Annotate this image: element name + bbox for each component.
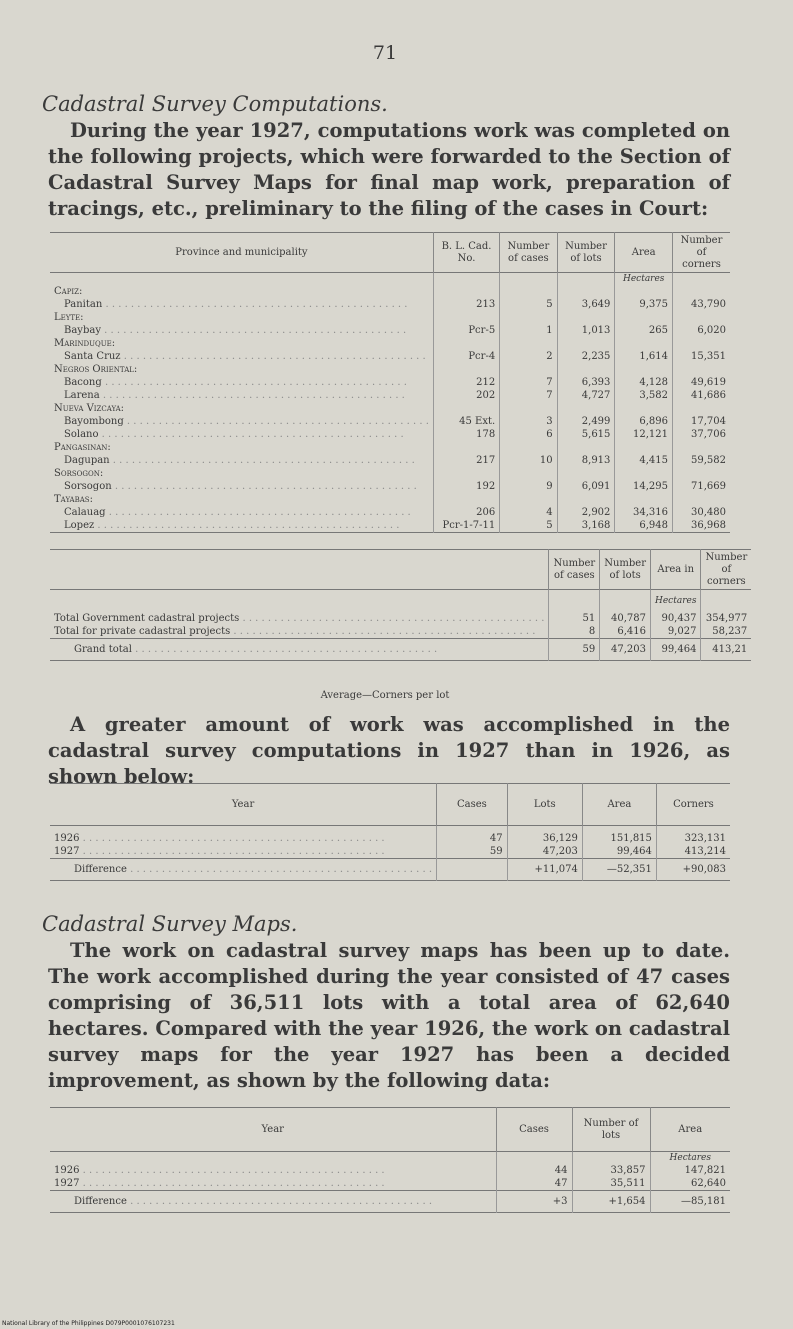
- cell-lots: 8,913: [557, 454, 615, 467]
- grand-total-cases: 59: [549, 638, 600, 660]
- total-private-cases: 8: [549, 625, 600, 639]
- difference-row: Difference . . . +3 +1,654 —85,181: [50, 1191, 730, 1213]
- cell-cases: 7: [500, 376, 557, 389]
- cell-lots: 2,902: [557, 506, 615, 519]
- t3-area-unit: Hectares: [650, 1152, 730, 1165]
- difference-row: Difference . . . +11,074 —52,351 +90,083: [50, 858, 730, 880]
- table-row: [50, 480, 730, 493]
- cell-cad: 192: [433, 480, 499, 493]
- province-name: Capiz:: [54, 286, 83, 297]
- t2-header-lots: Lots: [507, 784, 582, 826]
- cell-cad: 217: [433, 454, 499, 467]
- table-row: [50, 376, 730, 389]
- table-row: 1927 . . . 47 35,511 62,640: [50, 1177, 730, 1191]
- scan-footer: National Library of the Philippines D079P0001076107231: [2, 1320, 175, 1327]
- total-private-area: 9,027: [651, 625, 701, 639]
- table-caption: Average—Corners per lot: [320, 690, 450, 701]
- province-name: Nueva Vizcaya:: [54, 403, 125, 414]
- cell-area: 34,316: [615, 506, 673, 519]
- cell-lots: 3,649: [557, 298, 615, 311]
- cell-cases: 7: [500, 389, 557, 402]
- cell-cases: 9: [500, 480, 557, 493]
- cell-cad: Pcr-4: [433, 350, 499, 363]
- total-gov-area: 90,437: [651, 612, 701, 625]
- cell-area: 4,128: [615, 376, 673, 389]
- grand-total-label: Grand total . . .: [50, 638, 549, 660]
- cell-cases: 5: [500, 519, 557, 533]
- header-province: Province and municipality: [175, 246, 308, 258]
- table-row: [50, 454, 730, 467]
- cell-corners: 71,669: [673, 480, 730, 493]
- cell-area: 1,614: [615, 350, 673, 363]
- cell-area: 6,948: [615, 519, 673, 533]
- municipality-name: Bayombong . . .: [50, 415, 433, 428]
- province-name: Negros Oriental:: [54, 364, 138, 375]
- cell-lots: 6,091: [557, 480, 615, 493]
- cell-corners: 17,704: [673, 415, 730, 428]
- table-row: 1927 . . . 59 47,203 99,464 413,214: [50, 845, 730, 859]
- table-row: [50, 506, 730, 519]
- total-gov-label: Total Government cadastral projects . . .: [50, 612, 549, 625]
- t2-header-cases: Cases: [437, 784, 508, 826]
- section-heading-computations: Cadastral Survey Computations.: [42, 92, 388, 116]
- area-unit-row: [50, 273, 730, 286]
- total-gov-lots: 40,787: [600, 612, 651, 625]
- cell-corners: 30,480: [673, 506, 730, 519]
- cell-corners: 49,619: [673, 376, 730, 389]
- cell-cad: 202: [433, 389, 499, 402]
- cell-area: 12,121: [615, 428, 673, 441]
- municipality-name: Calauag . . .: [50, 506, 433, 519]
- t3-header-cases: Cases: [496, 1108, 572, 1152]
- municipality-name: Solano . . .: [50, 428, 433, 441]
- t2-header-area: Area: [582, 784, 656, 826]
- province-row: [50, 493, 730, 506]
- province-row: [50, 363, 730, 376]
- cell-corners: 37,706: [673, 428, 730, 441]
- total-header-area: Area in: [651, 550, 701, 590]
- cell-cases: 1: [500, 324, 557, 337]
- cell-cad: 213: [433, 298, 499, 311]
- cell-cad: 45 Ext.: [433, 415, 499, 428]
- cell-cases: 3: [500, 415, 557, 428]
- cell-area: 4,415: [615, 454, 673, 467]
- header-area: Area: [615, 233, 673, 273]
- cell-area: 265: [615, 324, 673, 337]
- municipality-name: Dagupan . . .: [50, 454, 433, 467]
- province-row: [50, 337, 730, 350]
- cell-cad: 206: [433, 506, 499, 519]
- cell-cad: Pcr-5: [433, 324, 499, 337]
- cell-cases: 4: [500, 506, 557, 519]
- cell-lots: 2,499: [557, 415, 615, 428]
- municipality-name: Larena . . .: [50, 389, 433, 402]
- cell-corners: 59,582: [673, 454, 730, 467]
- paragraph-comparison: A greater amount of work was accomplished in the cadastral survey computations in 1927 than in 1926, as shown below:: [48, 713, 730, 788]
- province-name: Pangasinan:: [54, 442, 111, 453]
- total-gov-corners: 354,977: [701, 612, 751, 625]
- total-area-unit: Hectares: [651, 590, 701, 612]
- cell-area: 3,582: [615, 389, 673, 402]
- cell-area: 9,375: [615, 298, 673, 311]
- municipality-name: Panitan . . .: [50, 298, 433, 311]
- cell-area: 6,896: [615, 415, 673, 428]
- cell-corners: 36,968: [673, 519, 730, 533]
- cell-lots: 3,168: [557, 519, 615, 533]
- province-row: [50, 402, 730, 415]
- total-private-label: Total for private cadastral projects . . .: [50, 625, 549, 639]
- total-gov-cases: 51: [549, 612, 600, 625]
- table-row: [50, 298, 730, 311]
- paragraph-computations: During the year 1927, computations work was completed on the following projects, which were forwarded to the Section of Cadastral Survey Maps for final map work, preparation of tracings, etc., preliminary to the filing of the cases in Court:: [48, 119, 730, 220]
- table-row: [50, 428, 730, 441]
- page-number: 71: [372, 42, 398, 64]
- total-private-lots: 6,416: [600, 625, 651, 639]
- cell-corners: 15,351: [673, 350, 730, 363]
- t3-header-lots: Number of lots: [572, 1108, 650, 1152]
- header-cases: Number of cases: [500, 233, 557, 273]
- table-row: [50, 519, 730, 533]
- t3-header-year: Year: [261, 1123, 284, 1135]
- municipality-name: Santa Cruz . . .: [50, 350, 433, 363]
- total-header-corners: Number of corners: [701, 550, 751, 590]
- t2-header-corners: Corners: [656, 784, 730, 826]
- province-row: [50, 311, 730, 324]
- cell-cases: 6: [500, 428, 557, 441]
- section-heading-maps: Cadastral Survey Maps.: [42, 912, 298, 936]
- table-row: 1926 . . . 47 36,129 151,815 323,131: [50, 832, 730, 845]
- cell-lots: 2,235: [557, 350, 615, 363]
- total-header-lots: Number of lots: [600, 550, 651, 590]
- province-row: [50, 441, 730, 454]
- document-page: [40, 0, 748, 1329]
- grand-total-corners: 413,21: [701, 638, 751, 660]
- t3-header-area: Area: [650, 1108, 730, 1152]
- province-name: Marinduque:: [54, 338, 116, 349]
- municipality-name: Lopez . . .: [50, 519, 433, 533]
- area-unit: Hectares: [615, 273, 673, 286]
- province-name: Tayabas:: [54, 494, 93, 505]
- cell-lots: 1,013: [557, 324, 615, 337]
- comparison-table: [50, 783, 730, 881]
- table-row: [50, 389, 730, 402]
- province-row: [50, 467, 730, 480]
- cell-cad: 178: [433, 428, 499, 441]
- cell-corners: 6,020: [673, 324, 730, 337]
- cell-cad: Pcr-1-7-11: [433, 519, 499, 533]
- maps-table: [50, 1107, 730, 1213]
- header-lots: Number of lots: [557, 233, 615, 273]
- cell-cases: 5: [500, 298, 557, 311]
- province-row: [50, 285, 730, 298]
- cell-corners: 41,686: [673, 389, 730, 402]
- province-name: Leyte:: [54, 312, 84, 323]
- computations-table-body: [50, 273, 730, 533]
- cell-cases: 10: [500, 454, 557, 467]
- table-row: 1926 . . . 44 33,857 147,821: [50, 1164, 730, 1177]
- cell-cad: 212: [433, 376, 499, 389]
- table-row: [50, 415, 730, 428]
- province-name: Sorsogon:: [54, 468, 104, 479]
- paragraph-maps: The work on cadastral survey maps has been up to date. The work accomplished during the year consisted of 47 cases comprising of 36,511 lots with a total area of 62,640 hectares. Compared with the year 1926, the work on cadastral survey maps for the year 1927 has been a decided improvement, as shown by the following data:: [48, 939, 730, 1092]
- cell-cases: 2: [500, 350, 557, 363]
- total-private-corners: 58,237: [701, 625, 751, 639]
- computations-totals-table: [50, 549, 751, 661]
- grand-total-lots: 47,203: [600, 638, 651, 660]
- t2-header-year: Year: [231, 798, 255, 810]
- cell-corners: 43,790: [673, 298, 730, 311]
- cell-area: 14,295: [615, 480, 673, 493]
- cell-lots: 5,615: [557, 428, 615, 441]
- header-cad-no: B. L. Cad. No.: [433, 233, 499, 273]
- municipality-name: Sorsogon . . .: [50, 480, 433, 493]
- grand-total-area: 99,464: [651, 638, 701, 660]
- total-header-cases: Number of cases: [549, 550, 600, 590]
- municipality-name: Bacong . . .: [50, 376, 433, 389]
- table-row: [50, 350, 730, 363]
- table-row: [50, 324, 730, 337]
- cell-lots: 4,727: [557, 389, 615, 402]
- computations-table: [50, 232, 730, 533]
- header-corners: Number of corners: [673, 233, 730, 273]
- cell-lots: 6,393: [557, 376, 615, 389]
- municipality-name: Baybay . . .: [50, 324, 433, 337]
